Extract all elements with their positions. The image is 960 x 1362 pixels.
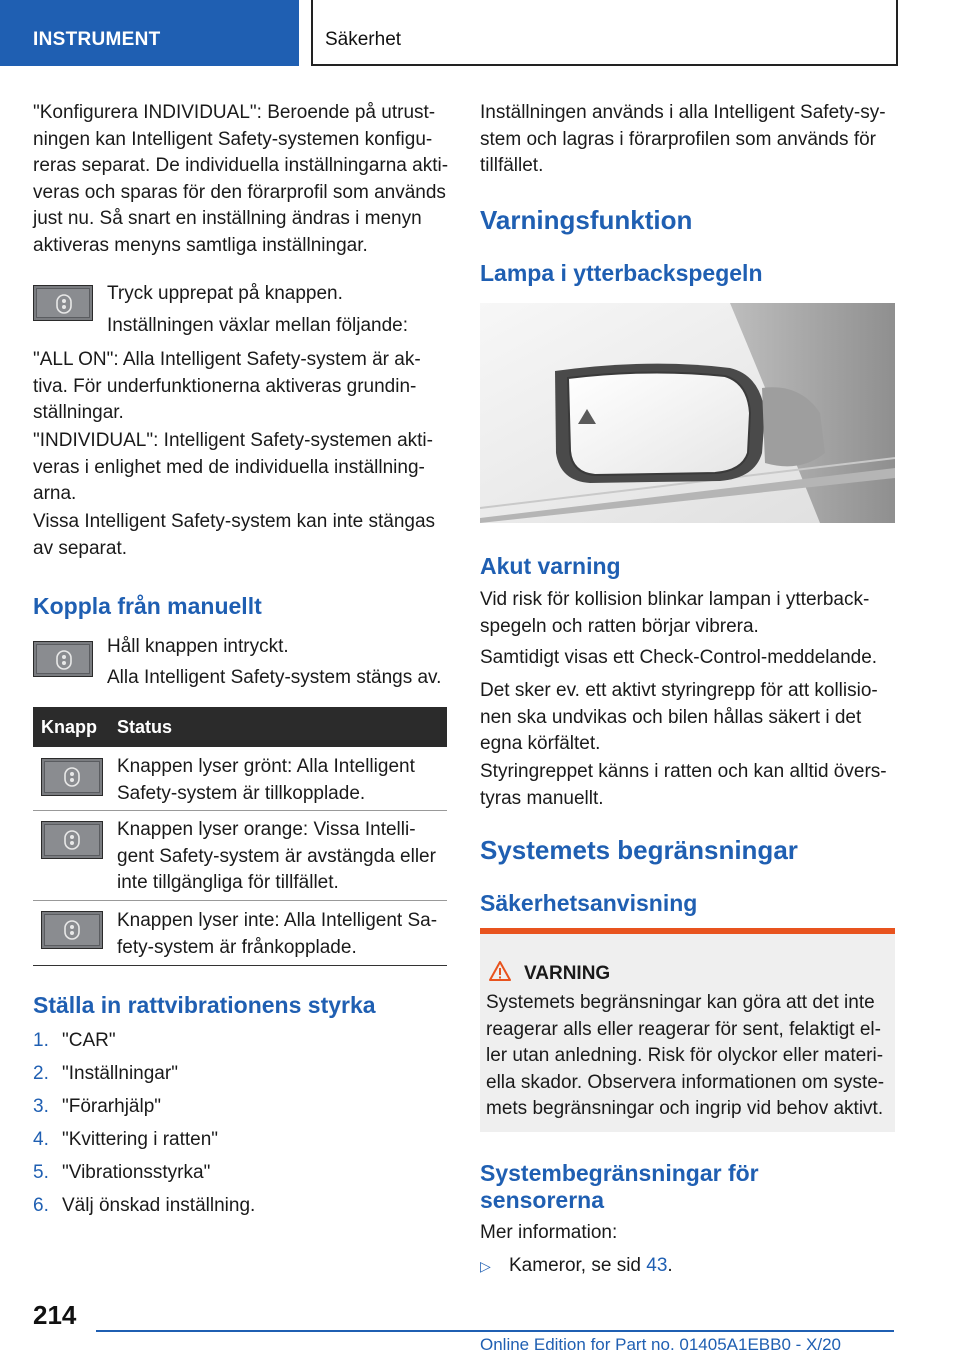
more-info-text: Mer information: bbox=[480, 1222, 618, 1243]
table-row-status bbox=[117, 817, 447, 897]
text-line: Vissa Intelligent Safety-system kan inte stängas bbox=[33, 511, 436, 532]
text-line: ställningar. bbox=[33, 402, 124, 423]
text-line: ningen kan Intelligent Safety-systemen konfigu- bbox=[33, 128, 433, 150]
page-number: 214 bbox=[33, 1300, 77, 1330]
table-bottom-rule bbox=[33, 965, 447, 966]
text-line: reagerar alls eller reagerar för sent, felaktigt el- bbox=[486, 1018, 881, 1040]
step-text: "Förarhjälp" bbox=[62, 1096, 162, 1117]
text-line: inte tillgängliga för tillfället. bbox=[117, 872, 339, 893]
acute-paragraph-3 bbox=[480, 678, 900, 758]
text-line: reras separat. De individuella inställningarna akti- bbox=[33, 155, 449, 176]
list-item bbox=[33, 1024, 453, 1057]
text-line: nen ska undvikas och bilen hållas säkert i det bbox=[480, 706, 862, 728]
col-button-header: Knapp bbox=[41, 717, 97, 737]
step-number: 1. bbox=[33, 1030, 49, 1051]
text-line: arna. bbox=[33, 483, 77, 504]
status-table-header bbox=[33, 707, 447, 747]
safety-button-icon bbox=[41, 821, 103, 859]
list-item bbox=[33, 1090, 453, 1123]
individual-paragraph bbox=[33, 428, 453, 508]
text-line: Vid risk för kollision blinkar lampan i ytterback- bbox=[480, 589, 870, 610]
table-row-status bbox=[117, 754, 447, 807]
toggle-text: Inställningen växlar mellan följande: bbox=[107, 315, 409, 336]
table-row-status bbox=[117, 908, 447, 961]
text-line: egna körfältet. bbox=[480, 733, 601, 754]
warning-triangle-icon bbox=[488, 960, 512, 982]
acute-paragraph-2: Samtidigt visas ett Check-Control-meddelande. bbox=[480, 647, 878, 668]
list-item bbox=[33, 1057, 453, 1090]
safety-button-icon bbox=[41, 758, 103, 796]
text-line: spegeln och ratten börjar vibrera. bbox=[480, 615, 759, 637]
text-line: tillfället. bbox=[480, 155, 544, 176]
heading-sensor-limits bbox=[480, 1160, 759, 1214]
heading-safety: Säkerhetsanvisning bbox=[480, 890, 698, 916]
chapter-box bbox=[311, 0, 898, 66]
bullet-text: Kameror, se sid bbox=[509, 1255, 647, 1276]
text-line: tiva. För underfunktionerna aktiveras grundin- bbox=[33, 375, 417, 397]
triangle-bullet-icon: ▷ bbox=[480, 1258, 491, 1274]
text-line: Det sker ev. ett aktivt styringrepp för att kollisio- bbox=[480, 680, 878, 701]
text-line: stem och lagras i förarprofilen som används för bbox=[480, 128, 877, 150]
text-line: tyras manuellt. bbox=[480, 787, 604, 809]
section-title: INSTRUMENT bbox=[33, 29, 161, 50]
text-line: Knappen lyser inte: Alla Intelligent Sa- bbox=[117, 910, 438, 931]
page-link[interactable]: 43 bbox=[646, 1255, 668, 1276]
safety-button-icon bbox=[41, 911, 103, 949]
safety-button-icon bbox=[33, 285, 93, 321]
text-line: Safety-system är tillkopplade. bbox=[117, 782, 366, 804]
text-line: gent Safety-system är avstängda eller bbox=[117, 845, 436, 867]
text-line: Knappen lyser grönt: Alla Intelligent bbox=[117, 756, 415, 777]
heading-limits: Systemets begränsningar bbox=[480, 835, 798, 865]
step-number: 6. bbox=[33, 1195, 49, 1216]
text-line: "ALL ON": Alla Intelligent Safety-system är ak- bbox=[33, 349, 421, 370]
acute-paragraph-4 bbox=[480, 759, 900, 812]
step-number: 3. bbox=[33, 1096, 49, 1117]
step-text: Välj önskad inställning. bbox=[62, 1195, 256, 1216]
text-line: sensorerna bbox=[480, 1187, 605, 1213]
step-text: "CAR" bbox=[62, 1030, 116, 1051]
warning-title: VARNING bbox=[524, 963, 611, 984]
step-number: 4. bbox=[33, 1129, 49, 1150]
warning-box bbox=[480, 928, 895, 1132]
mirror-illustration bbox=[480, 303, 895, 523]
heading-acute: Akut varning bbox=[480, 553, 621, 579]
text-line: Systemets begränsningar kan göra att det inte bbox=[486, 992, 875, 1013]
acute-paragraph-1 bbox=[480, 587, 900, 640]
edition-text: Online Edition for Part no. 01405A1EBB0 - X/20 bbox=[480, 1335, 842, 1354]
step-text: "Vibrationsstyrka" bbox=[62, 1162, 211, 1183]
col-status-header: Status bbox=[117, 717, 173, 737]
step-number: 2. bbox=[33, 1063, 49, 1084]
table-divider bbox=[33, 900, 447, 901]
text-line: Knappen lyser orange: Vissa Intelli- bbox=[117, 819, 416, 840]
step-number: 5. bbox=[33, 1162, 49, 1183]
text-line: just nu. Så snart en inställning ändras i menyn bbox=[33, 208, 422, 229]
text-line: Systembegränsningar för bbox=[480, 1160, 759, 1186]
chapter-title: Säkerhet bbox=[325, 29, 402, 50]
heading-lamp: Lampa i ytterbackspegeln bbox=[480, 260, 763, 286]
bullet-end: . bbox=[667, 1255, 673, 1276]
list-item bbox=[33, 1156, 453, 1189]
text-line: Styringreppet känns i ratten och kan alltid övers- bbox=[480, 761, 887, 782]
section-tab bbox=[0, 0, 299, 66]
heading-vibration: Ställa in rattvibrationens styrka bbox=[33, 992, 376, 1018]
text-line: Inställningen används i alla Intelligent Safety-sy- bbox=[480, 102, 886, 123]
heading-manual: Koppla från manuellt bbox=[33, 593, 262, 619]
steps-list bbox=[33, 1024, 453, 1222]
cannot-disable-paragraph bbox=[33, 509, 453, 562]
step-text: "Inställningar" bbox=[62, 1063, 178, 1084]
safety-button-icon bbox=[33, 641, 93, 677]
footer-rule bbox=[96, 1330, 894, 1332]
right-intro-paragraph bbox=[480, 100, 900, 180]
list-item bbox=[480, 1253, 900, 1280]
step-text: "Kvittering i ratten" bbox=[62, 1129, 219, 1150]
press-repeat-text: Tryck upprepat på knappen. bbox=[107, 283, 343, 304]
text-line: aktiveras menyns samtliga inställningar. bbox=[33, 234, 368, 256]
all-on-paragraph bbox=[33, 347, 453, 427]
text-line: veras och sparas för den förarprofil som används bbox=[33, 181, 446, 203]
text-line: "Konfigurera INDIVIDUAL": Beroende på utrust- bbox=[33, 102, 436, 123]
list-item bbox=[33, 1123, 453, 1156]
hold-button-text: Håll knappen intryckt. bbox=[107, 636, 289, 657]
text-line: ella skador. Observera informationen om syste- bbox=[486, 1071, 885, 1093]
text-line: av separat. bbox=[33, 537, 127, 559]
text-line: mets begränsningar och ingrip vid behov aktivt. bbox=[486, 1098, 884, 1119]
text-line: veras i enlighet med de individuella inställning- bbox=[33, 456, 425, 478]
heading-warning-function: Varningsfunktion bbox=[480, 205, 693, 235]
table-divider bbox=[33, 810, 447, 811]
warning-text bbox=[486, 990, 891, 1123]
text-line: fety-system är frånkopplade. bbox=[117, 936, 357, 958]
intro-paragraph bbox=[33, 100, 453, 259]
list-item bbox=[33, 1189, 453, 1222]
text-line: ler utan anledning. Risk för olyckor eller materi- bbox=[486, 1045, 884, 1066]
text-line: "INDIVIDUAL": Intelligent Safety-systemen akti- bbox=[33, 430, 433, 451]
all-off-text: Alla Intelligent Safety-system stängs av. bbox=[107, 667, 442, 688]
